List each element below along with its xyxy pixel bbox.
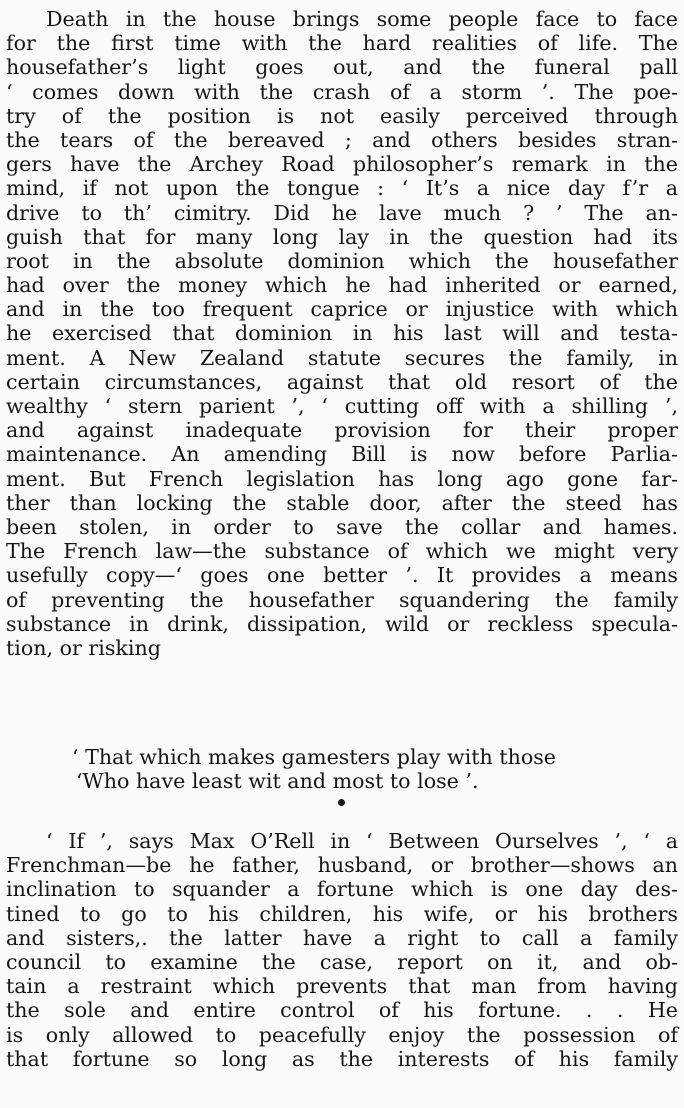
text-line: that fortune so long as the interests of his family: [6, 1046, 678, 1071]
text-line: ‘ If ’, says Max O’Rell in ‘ Between Ourselves ’, ‘ a: [46, 829, 678, 853]
text-line: and sisters,. the latter have a right to call a family: [6, 925, 678, 950]
text-line: tion, or risking: [6, 635, 161, 660]
text-line: try of the position is not easily perceived through: [6, 103, 678, 128]
text-line: ‘ comes down with the crash of a storm ’. The poe-: [6, 79, 678, 104]
text-line: had over the money which he had inherited or earned,: [6, 273, 678, 298]
text-line: The French law—the substance of which we might very: [6, 539, 678, 564]
verse-line: ‘ That which makes gamesters play with those: [72, 745, 556, 769]
text-line: certain circumstances, against that old resort of the: [6, 369, 678, 394]
text-line: been stolen, in order to save the collar and hames.: [6, 514, 678, 539]
text-line: ment. But French legislation has long ago gone far-: [6, 466, 678, 491]
verse-line: ‘Who have least wit and most to lose ’.: [76, 769, 479, 794]
text-line: usefully copy—‘ goes one better ’. It provides a means: [6, 563, 678, 588]
text-line: substance in drink, dissipation, wild or reckless specula-: [6, 611, 678, 636]
text-line: mind, if not upon the tongue : ‘ It’s a nice day f’r a: [6, 176, 678, 201]
text-line: for the first time with the hard realities of life. The: [6, 31, 678, 56]
text-line: the tears of the bereaved ; and others besides stran-: [6, 127, 678, 152]
text-line: tain a restraint which prevents that man from having: [6, 974, 678, 999]
text-line: and in the too frequent caprice or injustice with which: [6, 297, 678, 322]
text-line: guish that for many long lay in the question had its: [6, 224, 678, 249]
text-line: tined to go to his children, his wife, or his brothers: [6, 901, 678, 926]
text-line: is only allowed to peacefully enjoy the possession of: [6, 1022, 678, 1047]
text-line: drive to th’ cimitry. Did he lave much ? ’ The an-: [6, 200, 678, 225]
verse-quotation: [72, 745, 632, 793]
text-line: and against inadequate provision for their proper: [6, 418, 678, 443]
paragraph-max-orell-quote: [6, 829, 678, 1071]
text-line: gers have the Archey Road philosopher’s remark in the: [6, 152, 678, 177]
text-line: root in the absolute dominion which the housefather: [6, 248, 678, 273]
text-line: ment. A New Zealand statute secures the family, in: [6, 345, 678, 370]
text-line: the sole and entire control of his fortune. . . He: [6, 998, 678, 1023]
text-line: wealthy ‘ stern parient ’, ‘ cutting off with a shilling ’,: [6, 394, 678, 418]
text-line: council to examine the case, report on it, and ob-: [6, 949, 678, 974]
text-line: housefather’s light goes out, and the funeral pall: [6, 55, 678, 80]
text-line: he exercised that dominion in his last will and testa-: [6, 321, 678, 346]
text-line: maintenance. An amending Bill is now before Parlia-: [6, 442, 678, 467]
text-line: Frenchman—be he father, husband, or brother—shows an: [6, 853, 678, 878]
text-line: of preventing the housefather squandering the family: [6, 587, 678, 612]
paragraph-death-in-the-house: [6, 7, 678, 660]
text-line: inclination to squander a fortune which is one day des-: [6, 877, 678, 902]
text-line: Death in the house brings some people face to face: [46, 7, 678, 31]
section-break-dot: [338, 799, 345, 806]
text-line: ther than locking the stable door, after the steed has: [6, 490, 678, 515]
